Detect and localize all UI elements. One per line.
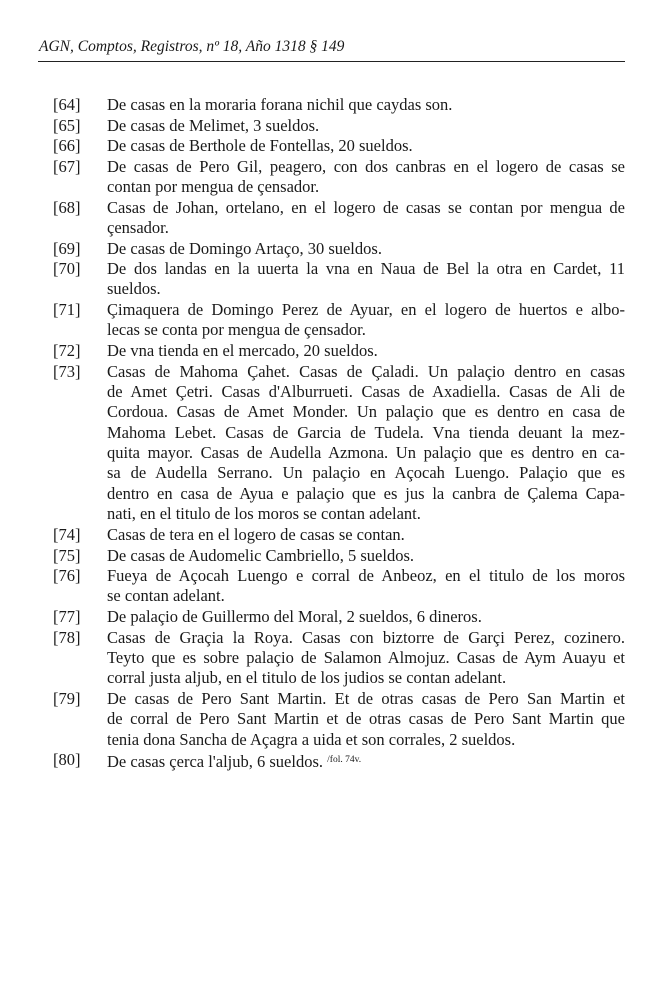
entry-text	[107, 628, 625, 689]
entry-text	[107, 136, 625, 156]
entry-line: De casas de Audomelic Cambriello, 5 sueldos.	[107, 545, 415, 565]
entry-text	[107, 116, 625, 136]
entry-number: [70]	[53, 259, 81, 278]
entry-line: sueldos.	[107, 279, 161, 299]
entry-line: De casas en la moraria forana nichil que caydas son.	[107, 95, 453, 114]
entry-line: lecas se conta por mengua de çensador.	[107, 320, 366, 340]
entry-line: Casas de Mahoma Çahet. Casas de Çaladi. Un palaçio dentro en casas	[107, 361, 625, 381]
entry-number: [68]	[53, 197, 81, 217]
entry-line: De casas de Domingo Artaço, 30 sueldos.	[107, 238, 382, 258]
entry-text	[107, 607, 625, 627]
entry-line: De casas de Pero Sant Martin. Et de otras casas de Pero San Martin et	[107, 689, 625, 708]
running-header: AGN, Comptos, Registros, nº 18, Año 1318 § 149	[39, 38, 345, 55]
entry-text	[107, 341, 625, 361]
entry-line: dentro en casa de Ayua e palaçio que es jus la canbra de Çalema Capa-	[107, 483, 625, 503]
entry-line: Mahoma Lebet. Casas de Garcia de Tudela. Vna tienda deuant la mez-	[107, 422, 625, 442]
folio-marker: /fol. 74v.	[327, 755, 362, 765]
entry-line: Cordoua. Casas de Amet Monder. Un palaçio que es dentro en casa de	[107, 402, 625, 422]
entry-number: [77]	[53, 607, 81, 626]
entry-line-text: De casas çerca l'aljub, 6 sueldos.	[107, 752, 324, 771]
entry-number: [72]	[53, 341, 81, 360]
entry-line: De dos landas en la uuerta la vna en Naua de Bel la otra en Cardet, 11	[107, 259, 625, 278]
entry-line: de corral de Pero Sant Martin et de otras casas de Pero Sant Martin que	[107, 709, 625, 729]
entry-text	[107, 525, 625, 545]
entry-line: çensador.	[107, 217, 169, 237]
entry-line: contan por mengua de çensador.	[107, 176, 320, 196]
entry-number: [79]	[53, 689, 81, 708]
entry-line: Casas de tera en el logero de casas se contan.	[107, 525, 405, 544]
entry-line: Fueya de Açocah Luengo e corral de Anbeoz, en el titulo de los moros	[107, 566, 625, 585]
entry-number: [75]	[53, 545, 81, 565]
entry-number: [80]	[53, 750, 81, 769]
entry-line: De casas de Melimet, 3 sueldos.	[107, 115, 320, 135]
entry-line: Casas de Johan, ortelano, en el logero de casas se contan por mengua de	[107, 197, 625, 217]
entry-text	[107, 198, 625, 239]
entry-text	[107, 95, 625, 115]
entry-number: [66]	[53, 136, 81, 155]
entry-line: nati, en el titulo de los moros se contan adelant.	[107, 504, 421, 524]
entry-line: Casas de Graçia la Roya. Casas con biztorre de Garçi Perez, cozinero.	[107, 627, 625, 647]
entry-text	[107, 546, 625, 566]
entry-line: tenia dona Sancha de Açagra a uida et son corrales, 2 sueldos.	[107, 729, 516, 749]
entry-line: Teyto que es sobre palaçio de Salamon Almojuz. Casas de Aym Auayu et	[107, 647, 625, 667]
entry-number: [67]	[53, 156, 81, 176]
header-rule	[38, 61, 625, 62]
entry-text	[107, 300, 625, 341]
entry-line: sa de Audella Serrano. Un palaçio en Açocah Luengo. Palaçio que es	[107, 463, 625, 483]
entry-number: [78]	[53, 627, 81, 647]
entry-number: [65]	[53, 115, 81, 135]
entry-line: Çimaquera de Domingo Perez de Ayuar, en el logero de huertos e albo-	[107, 300, 625, 319]
entry-line: quita mayor. Casas de Audella Azmona. Un palaçio que es dentro en ca-	[107, 443, 625, 463]
entry-number: [64]	[53, 95, 81, 114]
entry-line	[107, 750, 625, 770]
entry-number: [73]	[53, 361, 81, 381]
entry-number: [76]	[53, 566, 81, 585]
entry-number: [71]	[53, 300, 81, 319]
entry-text	[107, 259, 625, 300]
entry-text	[107, 566, 625, 607]
entry-number: [69]	[53, 238, 81, 258]
entry-line: corral justa aljub, en el titulo de los judios se contan adelant.	[107, 668, 507, 688]
entry-line: de Amet Çetri. Casas d'Alburrueti. Casas de Axadiella. Casas de Ali de	[107, 381, 625, 401]
entry-line: De casas de Pero Gil, peagero, con dos canbras en el logero de casas se	[107, 156, 625, 176]
entry-line: De casas de Berthole de Fontellas, 20 sueldos.	[107, 136, 413, 155]
entry-text	[107, 750, 625, 770]
entry-line: De vna tienda en el mercado, 20 sueldos.	[107, 341, 378, 360]
entry-line: se contan adelant.	[107, 586, 225, 606]
entry-text	[107, 362, 625, 525]
entry-line: De palaçio de Guillermo del Moral, 2 sueldos, 6 dineros.	[107, 607, 482, 626]
entry-text	[107, 689, 625, 750]
entry-number: [74]	[53, 525, 81, 544]
entry-text	[107, 157, 625, 198]
entry-text	[107, 239, 625, 259]
